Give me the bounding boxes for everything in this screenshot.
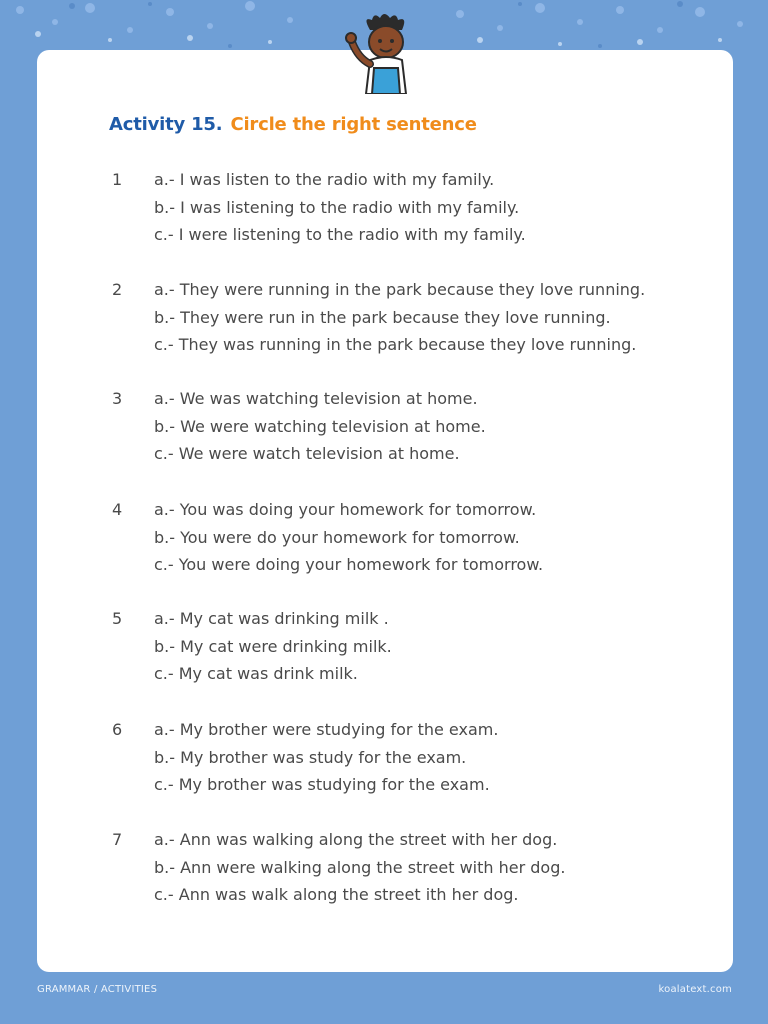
question-number: 2 xyxy=(112,280,123,299)
option-c[interactable]: c.- I were listening to the radio with my family. xyxy=(154,225,526,244)
question-number: 4 xyxy=(112,500,123,519)
question-number: 1 xyxy=(112,170,123,189)
activity-instruction: Circle the right sentence xyxy=(230,114,477,135)
footer-site-link[interactable]: koalatext.com xyxy=(658,984,732,995)
option-a[interactable]: a.- You was doing your homework for tomorrow. xyxy=(154,500,537,519)
option-a[interactable]: a.- My brother were studying for the exam. xyxy=(154,720,499,739)
option-a[interactable]: a.- We was watching television at home. xyxy=(154,389,478,408)
option-b[interactable]: b.- We were watching television at home. xyxy=(154,416,486,436)
question-number: 6 xyxy=(112,720,123,739)
option-b[interactable]: b.- You were do your homework for tomorrow. xyxy=(154,527,520,547)
option-c[interactable]: c.- My cat was drink milk. xyxy=(154,664,358,683)
option-c[interactable]: c.- Ann was walk along the street ith her dog. xyxy=(154,885,519,904)
option-a[interactable]: a.- My cat was drinking milk . xyxy=(154,609,389,628)
option-b[interactable]: b.- They were run in the park because they love running. xyxy=(154,307,611,327)
activity-title xyxy=(109,114,477,135)
option-a[interactable]: a.- They were running in the park because they love running. xyxy=(154,280,646,299)
option-c[interactable]: c.- We were watch television at home. xyxy=(154,444,460,463)
option-c[interactable]: c.- They was running in the park because they love running. xyxy=(154,335,637,354)
option-b[interactable]: b.- I was listening to the radio with my family. xyxy=(154,197,520,217)
option-b[interactable]: b.- Ann were walking along the street with her dog. xyxy=(154,857,566,877)
option-c[interactable]: c.- You were doing your homework for tomorrow. xyxy=(154,555,544,574)
option-a[interactable]: a.- Ann was walking along the street with her dog. xyxy=(154,830,558,849)
question-number: 3 xyxy=(112,389,123,408)
activity-label: Activity 15. xyxy=(109,114,223,135)
question-number: 5 xyxy=(112,609,123,628)
option-a[interactable]: a.- I was listen to the radio with my family. xyxy=(154,170,495,189)
option-c[interactable]: c.- My brother was studying for the exam. xyxy=(154,775,490,794)
question-number: 7 xyxy=(112,830,123,849)
option-b[interactable]: b.- My brother was study for the exam. xyxy=(154,747,467,767)
waving-kid-mascot-icon xyxy=(340,8,430,94)
footer-section-label: GRAMMAR / ACTIVITIES xyxy=(37,984,158,995)
option-b[interactable]: b.- My cat were drinking milk. xyxy=(154,636,392,656)
